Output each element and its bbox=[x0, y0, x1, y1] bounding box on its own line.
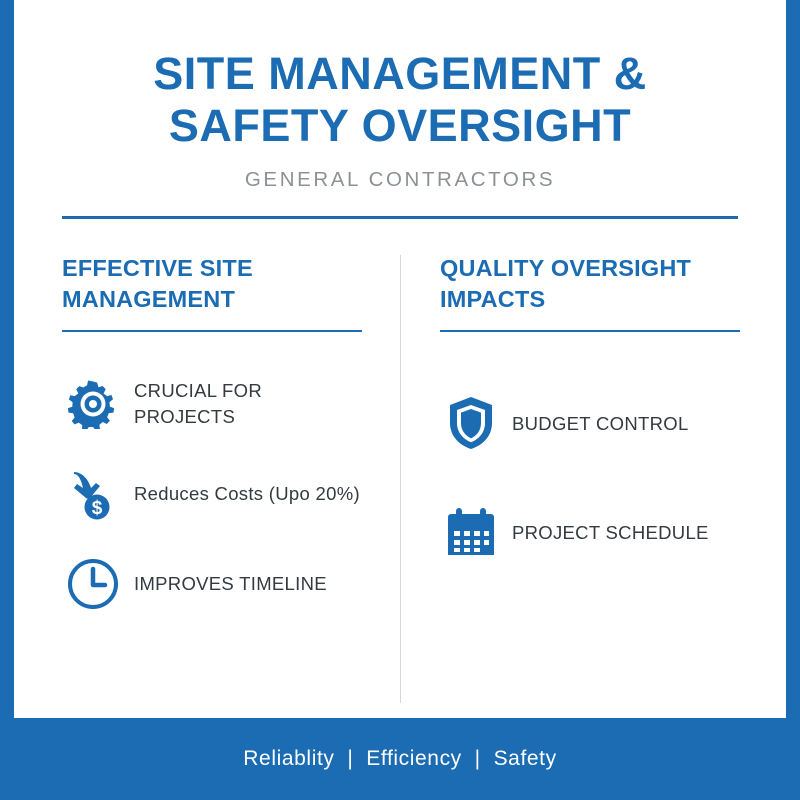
cost-down-arrow-dollar-icon bbox=[62, 466, 124, 522]
column-heading-underline-left bbox=[62, 330, 362, 332]
list-item-label-text: Reduces Costs (Upo 20%) bbox=[134, 482, 360, 504]
list-item-label: CRUCIAL FOR PROJECTS bbox=[134, 380, 263, 427]
gear-icon bbox=[62, 379, 124, 429]
page-title-line-1: SITE MANAGEMENT & bbox=[153, 48, 647, 99]
list-item bbox=[62, 466, 362, 522]
column-heading-underline-right bbox=[440, 330, 740, 332]
list-item bbox=[62, 558, 362, 610]
footer-bar bbox=[0, 718, 800, 800]
shield-icon bbox=[440, 396, 502, 450]
column-items-left bbox=[62, 378, 362, 609]
list-item-label: IMPROVES TIMELINE bbox=[134, 572, 327, 594]
list-item bbox=[62, 378, 362, 429]
title-block bbox=[62, 40, 738, 219]
page-title-line-2: SAFETY OVERSIGHT bbox=[168, 100, 632, 152]
list-item bbox=[440, 506, 740, 558]
column-quality-oversight-impacts bbox=[398, 253, 740, 645]
calendar-icon bbox=[440, 506, 502, 558]
title-divider bbox=[62, 216, 738, 219]
column-heading-left: EFFECTIVE SITE MANAGEMENT bbox=[62, 255, 253, 312]
svg-text:$: $ bbox=[91, 497, 103, 519]
page-subtitle: GENERAL CONTRACTORS bbox=[244, 168, 556, 192]
clock-icon bbox=[62, 558, 124, 610]
list-item-label: PROJECT SCHEDULE bbox=[512, 521, 709, 543]
footer-text: Reliablity | Efficiency | Safety bbox=[243, 747, 557, 770]
list-item-label: BUDGET CONTROL bbox=[512, 412, 689, 434]
list-item-label bbox=[124, 481, 360, 507]
column-effective-site-management bbox=[62, 253, 398, 645]
column-heading-right: QUALITY OVERSIGHT IMPACTS bbox=[440, 255, 692, 312]
page-title bbox=[62, 48, 738, 152]
column-divider bbox=[400, 255, 401, 703]
column-items-right bbox=[440, 396, 740, 558]
columns-container bbox=[62, 253, 738, 645]
list-item bbox=[440, 396, 740, 450]
